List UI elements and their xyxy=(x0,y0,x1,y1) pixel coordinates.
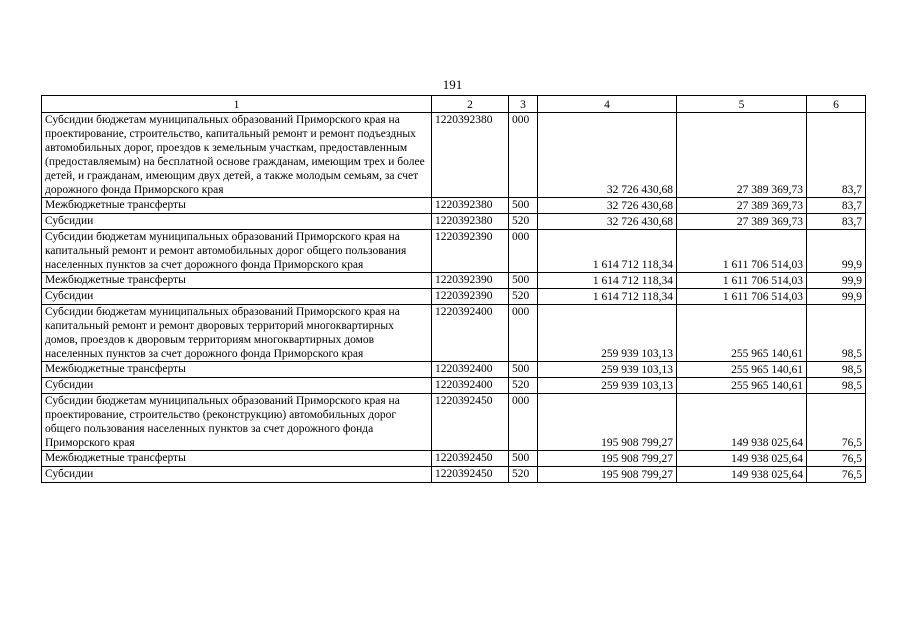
table-row xyxy=(42,467,866,483)
actual-amount: 255 965 140,61 xyxy=(677,305,807,362)
actual-amount: 1 611 706 514,03 xyxy=(677,289,807,305)
planned-amount: 32 726 430,68 xyxy=(538,198,677,214)
execution-percent: 83,7 xyxy=(807,198,866,214)
item-name: Субсидии xyxy=(42,378,432,394)
target-code: 1220392400 xyxy=(432,378,509,394)
actual-amount: 27 389 369,73 xyxy=(677,214,807,230)
target-code: 1220392380 xyxy=(432,198,509,214)
planned-amount: 259 939 103,13 xyxy=(538,378,677,394)
item-name: Субсидии бюджетам муниципальных образований Приморского края на проектирование, строительство, капитальный ремонт и ремонт подъездных автомобильных дорог, проездов к земельным участкам, предоставленным (предоставляемым) на бесплатной основе гражданам, имеющим трех и более детей, и гражданам, имеющим двух детей, а также молодым семьям, за счет дорожного фонда Приморского края xyxy=(42,113,432,198)
target-code: 1220392380 xyxy=(432,113,509,198)
table-row xyxy=(42,214,866,230)
execution-percent: 98,5 xyxy=(807,305,866,362)
item-name: Субсидии бюджетам муниципальных образований Приморского края на проектирование, строительство (реконструкцию) автомобильных дорог общего пользования населенных пунктов за счет дорожного фонда Приморского края xyxy=(42,394,432,451)
expense-type: 500 xyxy=(509,198,538,214)
execution-percent: 98,5 xyxy=(807,362,866,378)
expense-type: 500 xyxy=(509,451,538,467)
expense-type: 520 xyxy=(509,214,538,230)
column-header: 3 xyxy=(509,96,538,113)
expense-type: 500 xyxy=(509,362,538,378)
actual-amount: 149 938 025,64 xyxy=(677,451,807,467)
planned-amount: 259 939 103,13 xyxy=(538,305,677,362)
table-row xyxy=(42,289,866,305)
item-name: Субсидии xyxy=(42,214,432,230)
column-header: 4 xyxy=(538,96,677,113)
expense-type: 000 xyxy=(509,113,538,198)
item-name: Межбюджетные трансферты xyxy=(42,362,432,378)
target-code: 1220392390 xyxy=(432,289,509,305)
execution-percent: 83,7 xyxy=(807,113,866,198)
target-code: 1220392390 xyxy=(432,230,509,273)
execution-percent: 99,9 xyxy=(807,230,866,273)
actual-amount: 1 611 706 514,03 xyxy=(677,230,807,273)
item-name: Субсидии бюджетам муниципальных образований Приморского края на капитальный ремонт и ремонт дворовых территорий многоквартирных домов, проездов к дворовым территориям многоквартирных домов населенных пунктов за счет дорожного фонда Приморского края xyxy=(42,305,432,362)
actual-amount: 149 938 025,64 xyxy=(677,394,807,451)
planned-amount: 259 939 103,13 xyxy=(538,362,677,378)
expense-type: 000 xyxy=(509,305,538,362)
target-code: 1220392450 xyxy=(432,451,509,467)
execution-percent: 99,9 xyxy=(807,273,866,289)
page-number: 191 xyxy=(442,77,463,92)
column-header: 5 xyxy=(677,96,807,113)
budget-table xyxy=(41,95,866,483)
actual-amount: 1 611 706 514,03 xyxy=(677,273,807,289)
table-row xyxy=(42,198,866,214)
item-name: Субсидии xyxy=(42,467,432,483)
expense-type: 500 xyxy=(509,273,538,289)
execution-percent: 76,5 xyxy=(807,394,866,451)
table-row xyxy=(42,230,866,273)
column-header: 2 xyxy=(432,96,509,113)
target-code: 1220392400 xyxy=(432,362,509,378)
planned-amount: 1 614 712 118,34 xyxy=(538,230,677,273)
target-code: 1220392450 xyxy=(432,394,509,451)
expense-type: 000 xyxy=(509,394,538,451)
table-row xyxy=(42,362,866,378)
table-row xyxy=(42,394,866,451)
planned-amount: 195 908 799,27 xyxy=(538,467,677,483)
execution-percent: 98,5 xyxy=(807,378,866,394)
item-name: Межбюджетные трансферты xyxy=(42,273,432,289)
target-code: 1220392390 xyxy=(432,273,509,289)
target-code: 1220392450 xyxy=(432,467,509,483)
expense-type: 520 xyxy=(509,467,538,483)
table-header-row xyxy=(42,96,866,113)
table-row xyxy=(42,305,866,362)
planned-amount: 1 614 712 118,34 xyxy=(538,289,677,305)
actual-amount: 27 389 369,73 xyxy=(677,113,807,198)
table-row xyxy=(42,273,866,289)
actual-amount: 149 938 025,64 xyxy=(677,467,807,483)
item-name: Субсидии xyxy=(42,289,432,305)
target-code: 1220392400 xyxy=(432,305,509,362)
actual-amount: 255 965 140,61 xyxy=(677,378,807,394)
table-row xyxy=(42,113,866,198)
actual-amount: 255 965 140,61 xyxy=(677,362,807,378)
planned-amount: 32 726 430,68 xyxy=(538,113,677,198)
item-name: Субсидии бюджетам муниципальных образований Приморского края на капитальный ремонт и ремонт автомобильных дорог общего пользования населенных пунктов за счет дорожного фонда Приморского края xyxy=(42,230,432,273)
expense-type: 520 xyxy=(509,289,538,305)
execution-percent: 83,7 xyxy=(807,214,866,230)
planned-amount: 32 726 430,68 xyxy=(538,214,677,230)
table-row xyxy=(42,378,866,394)
table-row xyxy=(42,451,866,467)
planned-amount: 1 614 712 118,34 xyxy=(538,273,677,289)
planned-amount: 195 908 799,27 xyxy=(538,394,677,451)
execution-percent: 99,9 xyxy=(807,289,866,305)
expense-type: 520 xyxy=(509,378,538,394)
column-header: 6 xyxy=(807,96,866,113)
item-name: Межбюджетные трансферты xyxy=(42,451,432,467)
actual-amount: 27 389 369,73 xyxy=(677,198,807,214)
target-code: 1220392380 xyxy=(432,214,509,230)
expense-type: 000 xyxy=(509,230,538,273)
execution-percent: 76,5 xyxy=(807,467,866,483)
planned-amount: 195 908 799,27 xyxy=(538,451,677,467)
column-header: 1 xyxy=(42,96,432,113)
item-name: Межбюджетные трансферты xyxy=(42,198,432,214)
execution-percent: 76,5 xyxy=(807,451,866,467)
